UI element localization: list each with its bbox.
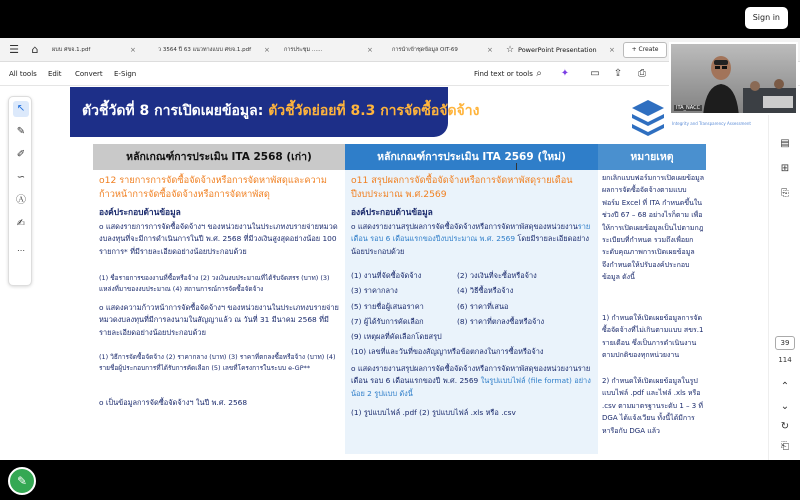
list-item: (4) วิธีซื้อหรือจ้าง bbox=[457, 286, 514, 296]
new-paragraph-2 bbox=[351, 363, 593, 400]
annotate-pen-icon[interactable]: ✎ bbox=[8, 467, 36, 495]
menu-all-tools[interactable]: All tools bbox=[9, 70, 37, 78]
ai-assistant-icon[interactable]: ✦ bbox=[560, 68, 570, 79]
close-icon[interactable]: × bbox=[264, 46, 270, 54]
print-icon[interactable]: ⎙ bbox=[638, 68, 646, 79]
new-list-right bbox=[457, 270, 587, 328]
tab-powerpoint-presentation[interactable]: PowerPoint Presentation bbox=[518, 46, 597, 54]
list-item: (9) เหตุผลที่คัดเลือกโดยสรุป bbox=[351, 332, 442, 342]
menu-e-sign[interactable]: E-Sign bbox=[114, 70, 137, 78]
comment-icon[interactable]: ✎ bbox=[16, 126, 26, 137]
new-scope-label: องค์ประกอบด้านข้อมูล bbox=[351, 207, 433, 217]
presenter-image bbox=[701, 52, 741, 115]
scroll-down-icon[interactable]: ⌄ bbox=[780, 401, 790, 412]
list-item: (6) ราคาที่เสนอ bbox=[457, 301, 509, 311]
scroll-up-icon[interactable]: ⌃ bbox=[780, 381, 790, 392]
slide-title-band bbox=[70, 87, 480, 137]
title-prefix: ตัวชี้วัดที่ 8 การเปิดเผยข้อมูล: bbox=[82, 103, 269, 119]
remark-paragraph-1: ยกเลิกแบบฟอร์มการเปิดเผยข้อมูลผลการจัดซื้อจัดจ้างตามแบบฟอร์ม Excel ที่ ITA กำหนดขึ้นในช่วงปี 67 – 68 อย่างไรก็ตาม เพื่อให้การเปิดเผยข้อมูลเป็นไปตามกฎระเบียบที่กำหนด รวมถึงเพื่อยกระดับคุณภาพการเปิดเผยข้อมูล จึงกำหนดให้ปรับองค์ประกอบข้อมูล ดังนี้ bbox=[602, 174, 704, 282]
more-options-icon[interactable]: ⋯ bbox=[17, 246, 25, 255]
old-paragraph-3: o เป็นข้อมูลการจัดซื้อจัดจ้างฯ ในปี พ.ศ. 2568 bbox=[99, 398, 248, 407]
comment-panel-icon[interactable]: ▤ bbox=[780, 138, 790, 149]
header-new-criteria: หลักเกณฑ์การประเมิน ITA 2569 (ใหม่) bbox=[345, 144, 598, 170]
save-page-icon[interactable]: ⎗ bbox=[781, 441, 789, 452]
close-icon[interactable]: × bbox=[487, 46, 493, 54]
ita-logo bbox=[628, 97, 668, 137]
create-label: Create bbox=[638, 46, 659, 53]
create-button[interactable] bbox=[623, 42, 667, 58]
new-list-left bbox=[351, 270, 451, 343]
menu-convert[interactable]: Convert bbox=[75, 70, 103, 78]
list-item: (1) งานที่จัดซื้อจัดจ้าง bbox=[351, 271, 422, 280]
tab-4[interactable]: การนำเข้าชุดข้อมูล OIT-69 bbox=[392, 47, 458, 53]
remark-paragraph-3: 2) กำหนดให้เปิดเผยข้อมูลในรูปแบบไฟล์ .pdf และไฟล์ .xls หรือ .csv ตามมาตรฐานระดับ 1 – 3 ที่ DGA ได้แจ้งเวียน ทั้งนี้ได้มีการหารือกับ DGA แล้ว bbox=[602, 377, 704, 435]
page-current[interactable]: 39 bbox=[775, 336, 795, 350]
new-list-item-10: (10) เลขที่และวันที่ของสัญญาหรือข้อตกลงในการซื้อหรือจ้าง bbox=[351, 347, 544, 356]
list-item: (5) รายชื่อผู้เสนอราคา bbox=[351, 301, 424, 311]
new-para2-highlight: ในรูปแบบไฟล์ (file format) อย่างน้อย 2 รูปแบบ ดังนี้ bbox=[351, 376, 591, 398]
title-highlight: ตัวชี้วัดย่อยที่ 8.3 การจัดซื้อจัดจ้าง bbox=[268, 103, 480, 119]
list-item: (7) ผู้ได้รับการคัดเลือก bbox=[351, 316, 424, 326]
tab-1[interactable]: ผบบ ศขจ.1.pdf bbox=[52, 47, 91, 53]
text-box-icon[interactable]: Ⓐ bbox=[16, 195, 26, 206]
close-icon[interactable]: × bbox=[130, 46, 136, 54]
text-cursor-icon: I bbox=[515, 162, 518, 173]
bookmark-icon[interactable]: ⊞ bbox=[780, 163, 790, 174]
list-item: (3) ราคากลาง bbox=[351, 286, 398, 296]
tab-2[interactable]: ว 3564 ปี 63 แนวทางแบบ ศขจ.1.pdf bbox=[158, 47, 252, 53]
star-icon[interactable]: ☆ bbox=[505, 45, 515, 55]
sign-icon[interactable]: ✍ bbox=[16, 218, 26, 229]
new-para1-text: o แสดงรายงานสรุปผลการจัดซื้อจัดจ้างหรือการจัดหาพัสดุของหน่วยงาน bbox=[351, 222, 578, 231]
refresh-icon[interactable]: ↻ bbox=[780, 421, 790, 432]
header-old-criteria: หลักเกณฑ์การประเมิน ITA 2568 (เก่า) bbox=[93, 144, 345, 170]
slide-title bbox=[82, 100, 479, 122]
column-old-criteria bbox=[93, 170, 345, 454]
old-item-title: o12 รายการการจัดซื้อจัดจ้างหรือการจัดหาพัสดุและความก้าวหน้าการจัดซื้อจัดจ้างหรือการจัดหาพัสดุ bbox=[99, 175, 327, 200]
new-para1-highlight: รายเดือน รอบ 6 เดือนแรกของปีงบประมาณ พ.ศ. 2569 bbox=[351, 222, 591, 244]
background-people-image bbox=[743, 68, 798, 115]
find-text-or-tools[interactable]: Find text or tools bbox=[474, 70, 533, 78]
close-icon[interactable]: × bbox=[609, 46, 615, 54]
old-paragraph-1: o แสดงรายการการจัดซื้อจัดจ้างฯ ของหน่วยงานในประเภทงบรายจ่ายหมวดงบลงทุนที่จะมีการดำเนินการในปี พ.ศ. 2568 ที่มีวงเงินสูงสุดอย่างน้อย 100 รายการ* ที่มีรายละเอียดอย่างน้อยประกอบด้วย bbox=[99, 222, 338, 256]
logo-subtitle: Integrity and Transparency Assessment bbox=[672, 121, 751, 126]
attachments-icon[interactable]: ⎘ bbox=[781, 188, 789, 199]
list-item: (8) ราคาที่ตกลงซื้อหรือจ้าง bbox=[457, 316, 545, 326]
new-paragraph-1 bbox=[351, 221, 593, 258]
search-icon[interactable]: ⌕ bbox=[536, 68, 542, 79]
pdf-page-slide bbox=[68, 87, 766, 457]
save-icon[interactable]: ▭ bbox=[590, 68, 600, 79]
new-item-title: o11 สรุปผลการจัดซื้อจัดจ้างหรือการจัดหาพัสดุรายเดือน ปีงบประมาณ พ.ศ.2569 bbox=[351, 175, 573, 200]
column-remarks bbox=[598, 170, 706, 454]
upload-icon[interactable]: ⇪ bbox=[613, 68, 623, 79]
new-para1-tail: โดยมีรายละเอียดอย่างน้อยประกอบด้วย bbox=[351, 234, 589, 256]
select-cursor-icon[interactable]: ↖ bbox=[13, 101, 29, 117]
column-new-criteria bbox=[345, 170, 598, 454]
draw-icon[interactable]: ∽ bbox=[16, 172, 26, 183]
menu-edit[interactable]: Edit bbox=[48, 70, 62, 78]
right-side-rail bbox=[768, 86, 800, 460]
header-remarks: หมายเหตุ bbox=[598, 144, 706, 170]
old-paragraph-2: o แสดงความก้าวหน้าการจัดซื้อจัดจ้างฯ ของหน่วยงานในประเภทงบรายจ่ายหมวดงบลงทุนที่มีการลงนามในสัญญาแล้ว ณ วันที่ 31 มีนาคม 2568 ที่มีรายละเอียดอย่างน้อยประกอบด้วย bbox=[99, 303, 339, 337]
sign-in-button[interactable]: Sign in bbox=[745, 7, 788, 29]
home-icon[interactable]: ⌂ bbox=[31, 43, 39, 56]
webcam-label: ITA_NACC bbox=[676, 105, 701, 111]
new-para2-text: o แสดงรายงานสรุปผลการจัดซื้อจัดจ้างหรือการจัดหาพัสดุของหน่วยงานรายเดือน รอบ 6 เดือนแรกของปี พ.ศ. 2569 bbox=[351, 364, 591, 386]
tab-3[interactable]: การประชุม ...... bbox=[284, 47, 323, 53]
old-sub-list-2: (1) วิธีการจัดซื้อจัดจ้าง (2) ราคากลาง (บาท) (3) ราคาที่ตกลงซื้อหรือจ้าง (บาท) (4) รายชื่อผู้ประกอบการที่ได้รับการคัดเลือก (5) เลขที่โครงการในระบบ e-GP** bbox=[99, 353, 336, 372]
new-file-formats: (1) รูปแบบไฟล์ .pdf (2) รูปแบบไฟล์ .xls หรือ .csv bbox=[351, 408, 516, 417]
remark-paragraph-2: 1) กำหนดให้เปิดเผยข้อมูลการจัดซื้อจัดจ้างที่ไม่เกินตามแบบ สขร.1 รายเดือน ซึ่งเป็นการดำเนินงานตามปกติของทุกหน่วยงาน bbox=[602, 314, 704, 360]
meeting-top-bar bbox=[0, 0, 800, 38]
list-item: (2) วงเงินที่จะซื้อหรือจ้าง bbox=[457, 271, 537, 280]
plus-icon: + bbox=[631, 46, 639, 53]
webcam-preview bbox=[669, 42, 798, 115]
menu-icon[interactable]: ☰ bbox=[9, 43, 19, 56]
old-sub-list-1: (1) ชื่อรายการของงานที่ซื้อหรือจ้าง (2) วงเงินงบประมาณที่ได้รับจัดสรร (บาท) (3) แหล่งที่มาของงบประมาณ (4) สถานการณ์การจัดซื้อจัดจ้าง bbox=[99, 274, 330, 293]
close-icon[interactable]: × bbox=[367, 46, 373, 54]
page-total: 114 bbox=[778, 356, 792, 364]
old-scope-label: องค์ประกอบด้านข้อมูล bbox=[99, 207, 181, 217]
highlight-pen-icon[interactable]: ✐ bbox=[16, 149, 26, 160]
annotation-toolbar bbox=[8, 96, 32, 286]
meeting-bottom-bar bbox=[0, 460, 800, 500]
